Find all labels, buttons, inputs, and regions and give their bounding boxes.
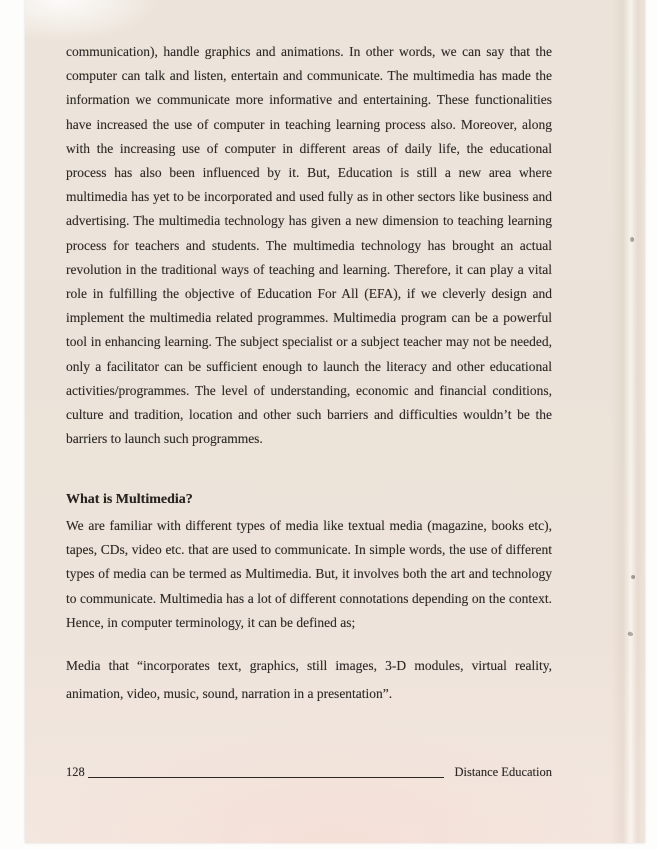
- body-paragraph: communication), handle graphics and animations. In other words, we can say that the computer can talk and listen, entertain and communicate. The multimedia has made the information we communicate more informative and entertaining. These functionalities have increased the use of computer in teaching learning process also. Moreover, along with the increasing use of computer in different areas of daily life, the educational process has also been influenced by it. But, Education is still a new area where multimedia has yet to be incorporated and used fully as in other sectors like business and advertising. The multimedia technology has given a new dimension to teaching learning process for teachers and students. The multimedia technology has brought an actual revolution in the traditional ways of teaching and learning. Therefore, it can play a vital role in fulfilling the objective of Education For All (EFA), if we cleverly design and implement the multimedia related programmes. Multimedia program can be a powerful tool in enhancing learning. The subject specialist or a subject teacher may not be needed, only a facilitator can be sufficient enough to launch the literacy and other educational activities/programmes. The level of understanding, economic and financial conditions, culture and tradition, location and other such barriers and difficulties wouldn’t be the barriers to launch such programmes.: [66, 44, 552, 447]
- page-number: 128: [66, 765, 85, 779]
- page-edge-shading: [611, 0, 645, 843]
- page-footer: [66, 764, 560, 781]
- intro-paragraph: We are familiar with different types of media like textual media (magazine, books etc), tapes, CDs, video etc. that are used to communicate. In simple words, the use of different types of media can be termed as Multimedia. But, it involves both the art and technology to communicate. Multimedia has a lot of different connotations depending on the context. Hence, in computer terminology, it can be defined as;: [66, 518, 552, 630]
- footer-rule: [88, 777, 445, 778]
- section-heading: What is Multimedia?: [66, 492, 193, 507]
- definition-paragraph: Media that “incorporates text, graphics, still images, 3-D modules, virtual reality, animation, video, music, sound, narration in a presentation”.: [66, 658, 552, 701]
- footer-book-title: Distance Education: [454, 765, 552, 779]
- scanned-page: [25, 0, 645, 843]
